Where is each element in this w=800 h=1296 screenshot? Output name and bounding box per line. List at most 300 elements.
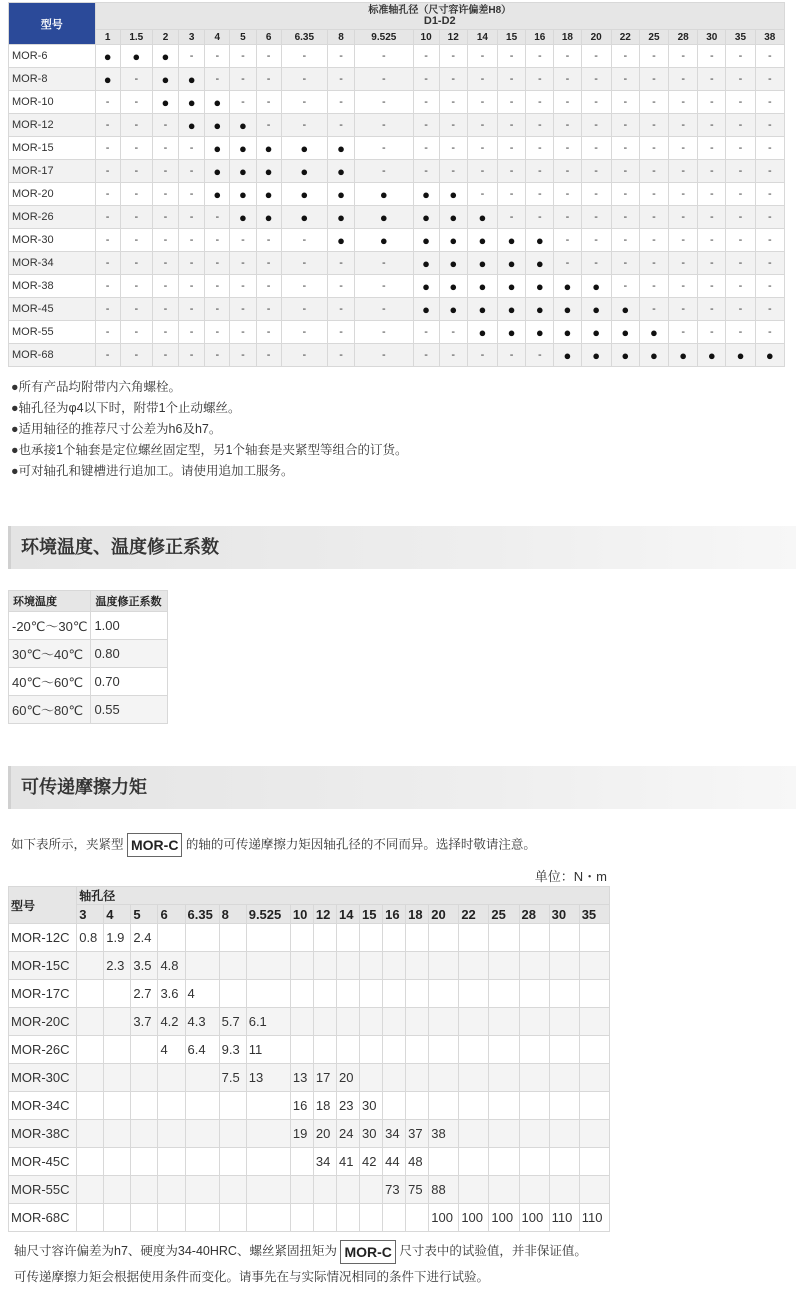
unavailable-dash: - [152,137,178,160]
unavailable-dash: - [726,206,755,229]
unavailable-dash: - [639,229,668,252]
bore-header-subtitle: D1-D2 [423,15,456,27]
availability-dot: ● [205,160,230,183]
torque-value-cell: 4.8 [158,952,185,980]
unavailable-dash: - [698,45,726,68]
unavailable-dash: - [355,160,413,183]
torque-value-cell [489,1008,519,1036]
unavailable-dash: - [639,114,668,137]
torque-value-cell: 3.7 [131,1008,158,1036]
torque-value-cell [104,980,131,1008]
torque-value-cell: 75 [406,1176,429,1204]
availability-dot: ● [327,137,354,160]
availability-dot: ● [327,183,354,206]
torque-value-cell [519,952,549,980]
unavailable-dash: - [611,160,639,183]
model-cell: MOR-68C [9,1204,77,1232]
torque-value-cell [185,1176,219,1204]
unavailable-dash: - [355,344,413,367]
availability-dot: ● [581,344,611,367]
availability-dot: ● [230,206,256,229]
unavailable-dash: - [669,321,698,344]
unavailable-dash: - [698,91,726,114]
availability-dot: ● [120,45,152,68]
unavailable-dash: - [554,137,581,160]
torque-value-cell [246,1120,290,1148]
torque-value-cell [459,1036,489,1064]
availability-dot: ● [413,298,439,321]
torque-value-cell: 16 [290,1092,313,1120]
torque-value-cell [360,1176,383,1204]
torque-value-cell [290,980,313,1008]
torque-value-cell [383,980,406,1008]
table-row [9,640,168,668]
table-row [9,45,785,68]
torque-value-cell [77,1176,104,1204]
model-cell: MOR-15C [9,952,77,980]
torque-value-cell [104,1148,131,1176]
model-cell: MOR-15 [9,137,96,160]
unavailable-dash: - [152,321,178,344]
note-item: ●可对轴孔和键槽进行追加工。请使用追加工服务。 [11,464,294,478]
torque-value-cell [519,1092,549,1120]
torque-size-header: 4 [104,905,131,924]
availability-dot: ● [611,321,639,344]
torque-value-cell [185,924,219,952]
availability-dot: ● [554,321,581,344]
unavailable-dash: - [179,321,205,344]
availability-dot: ● [413,275,439,298]
torque-value-cell [104,1176,131,1204]
unavailable-dash: - [120,206,152,229]
unavailable-dash: - [256,45,281,68]
unavailable-dash: - [256,91,281,114]
torque-value-cell [406,1092,429,1120]
unavailable-dash: - [581,252,611,275]
torque-value-cell [549,952,579,980]
intro-text-after: 的轴的可传递摩擦力矩因轴孔径的不同而异。选择时敬请注意。 [185,837,536,852]
unavailable-dash: - [639,298,668,321]
availability-dot: ● [698,344,726,367]
unavailable-dash: - [726,275,755,298]
unavailable-dash: - [526,68,554,91]
unavailable-dash: - [639,206,668,229]
unavailable-dash: - [413,160,439,183]
table-row [9,298,785,321]
torque-value-cell [219,1176,246,1204]
unavailable-dash: - [281,68,327,91]
torque-value-cell [246,1204,290,1232]
unavailable-dash: - [120,275,152,298]
availability-dot: ● [467,229,497,252]
torque-value-cell [406,1064,429,1092]
unavailable-dash: - [439,45,467,68]
table-row [9,1036,610,1064]
torque-value-cell [579,1148,609,1176]
unavailable-dash: - [554,45,581,68]
unavailable-dash: - [413,137,439,160]
unavailable-dash: - [467,114,497,137]
torque-value-cell [158,1204,185,1232]
torque-value-cell [77,1148,104,1176]
unavailable-dash: - [256,298,281,321]
torque-value-cell [519,1120,549,1148]
unavailable-dash: - [669,206,698,229]
torque-value-cell [313,1176,336,1204]
bore-notes [11,377,407,482]
torque-value-cell: 4.2 [158,1008,185,1036]
unavailable-dash: - [281,45,327,68]
availability-dot: ● [581,275,611,298]
availability-dot: ● [355,183,413,206]
unavailable-dash: - [554,206,581,229]
unavailable-dash: - [281,298,327,321]
unavailable-dash: - [327,321,354,344]
torque-value-cell [185,1204,219,1232]
unavailable-dash: - [281,114,327,137]
torque-value-cell [519,1008,549,1036]
model-column-header: 型号 [9,3,96,45]
availability-dot: ● [439,183,467,206]
torque-value-cell: 38 [429,1120,459,1148]
unavailable-dash: - [467,91,497,114]
bore-header-title: 标准轴孔径（尺寸容许偏差H8） [368,5,512,16]
availability-dot: ● [256,137,281,160]
unavailable-dash: - [179,183,205,206]
unavailable-dash: - [467,160,497,183]
torque-value-cell [336,1176,359,1204]
bore-size-header: 18 [554,30,581,45]
unavailable-dash: - [526,137,554,160]
table-row [9,1008,610,1036]
torque-value-cell: 100 [519,1204,549,1232]
unavailable-dash: - [327,68,354,91]
model-cell: MOR-45 [9,298,96,321]
unavailable-dash: - [726,68,755,91]
note-item: ●轴孔径为φ4以下时，附带1个止动螺丝。 [11,401,241,415]
temperature-cell: -20℃～30℃ [9,612,91,640]
availability-dot: ● [152,68,178,91]
torque-value-cell [549,1064,579,1092]
torque-value-cell: 13 [246,1064,290,1092]
unavailable-dash: - [526,114,554,137]
availability-dot: ● [498,229,526,252]
availability-dot: ● [467,252,497,275]
model-cell: MOR-20C [9,1008,77,1036]
unavailable-dash: - [120,321,152,344]
torque-value-cell [579,1008,609,1036]
availability-dot: ● [498,298,526,321]
unavailable-dash: - [669,114,698,137]
bore-size-header: 14 [467,30,497,45]
model-cell: MOR-17C [9,980,77,1008]
availability-dot: ● [413,206,439,229]
unavailable-dash: - [120,68,152,91]
torque-value-cell [549,1008,579,1036]
torque-value-cell [131,1036,158,1064]
bore-size-header: 8 [327,30,354,45]
unavailable-dash: - [281,252,327,275]
unavailable-dash: - [698,114,726,137]
unavailable-dash: - [498,344,526,367]
unavailable-dash: - [95,275,120,298]
unavailable-dash: - [639,252,668,275]
torque-size-header: 10 [290,905,313,924]
torque-value-cell [383,1092,406,1120]
torque-value-cell [158,1064,185,1092]
torque-value-cell [131,1092,158,1120]
torque-value-cell: 9.3 [219,1036,246,1064]
unavailable-dash: - [439,68,467,91]
availability-dot: ● [95,68,120,91]
torque-value-cell [336,924,359,952]
unavailable-dash: - [639,160,668,183]
torque-value-cell: 100 [429,1204,459,1232]
unavailable-dash: - [581,45,611,68]
note1-text-before: 轴尺寸容许偏差为h7、硬度为34-40HRC、螺丝紧固扭矩为 [14,1244,337,1258]
torque-value-cell [158,1092,185,1120]
unavailable-dash: - [698,275,726,298]
torque-value-cell [360,1064,383,1092]
unavailable-dash: - [230,321,256,344]
unavailable-dash: - [498,183,526,206]
unavailable-dash: - [152,344,178,367]
torque-value-cell [246,952,290,980]
unavailable-dash: - [355,137,413,160]
table-row [9,68,785,91]
unavailable-dash: - [95,206,120,229]
unavailable-dash: - [755,298,784,321]
unavailable-dash: - [413,114,439,137]
torque-value-cell [519,1036,549,1064]
unavailable-dash: - [726,91,755,114]
torque-value-cell: 7.5 [219,1064,246,1092]
torque-value-cell [360,1036,383,1064]
table-row [9,1120,610,1148]
unavailable-dash: - [230,298,256,321]
unavailable-dash: - [179,137,205,160]
torque-value-cell [313,1204,336,1232]
model-cell: MOR-30C [9,1064,77,1092]
availability-dot: ● [230,160,256,183]
bore-table-body [9,45,785,367]
torque-value-cell [131,1148,158,1176]
unavailable-dash: - [581,229,611,252]
torque-value-cell [429,1008,459,1036]
bore-size-header: 1 [95,30,120,45]
torque-value-cell: 6.4 [185,1036,219,1064]
unavailable-dash: - [205,275,230,298]
torque-value-cell [579,924,609,952]
torque-value-cell [459,1120,489,1148]
torque-value-cell [579,952,609,980]
availability-dot: ● [179,68,205,91]
torque-size-header: 9.525 [246,905,290,924]
unavailable-dash: - [581,137,611,160]
torque-value-cell: 2.4 [131,924,158,952]
unavailable-dash: - [281,91,327,114]
unavailable-dash: - [120,183,152,206]
torque-value-cell: 11 [246,1036,290,1064]
unavailable-dash: - [179,252,205,275]
unavailable-dash: - [611,45,639,68]
torque-value-cell: 18 [313,1092,336,1120]
unavailable-dash: - [327,45,354,68]
bore-size-header: 3 [179,30,205,45]
unavailable-dash: - [95,321,120,344]
bore-size-row [9,30,785,45]
unavailable-dash: - [669,298,698,321]
torque-value-cell [489,1148,519,1176]
torque-value-cell [104,1064,131,1092]
torque-value-cell [290,952,313,980]
availability-dot: ● [467,275,497,298]
unavailable-dash: - [327,344,354,367]
unavailable-dash: - [526,206,554,229]
unavailable-dash: - [755,275,784,298]
torque-table [8,886,610,1232]
unavailable-dash: - [281,229,327,252]
torque-value-cell [549,1148,579,1176]
unavailable-dash: - [95,344,120,367]
availability-dot: ● [413,252,439,275]
table-row [9,321,785,344]
table-row [9,252,785,275]
bore-size-header: 20 [581,30,611,45]
torque-value-cell: 110 [549,1204,579,1232]
unavailable-dash: - [95,252,120,275]
availability-dot: ● [526,298,554,321]
table-row [9,612,168,640]
table-row [9,344,785,367]
model-cell: MOR-6 [9,45,96,68]
torque-size-header: 20 [429,905,459,924]
torque-value-cell [489,1092,519,1120]
torque-value-cell: 20 [336,1064,359,1092]
bore-size-header: 4 [205,30,230,45]
unavailable-dash: - [755,114,784,137]
torque-size-header: 30 [549,905,579,924]
torque-value-cell [519,1176,549,1204]
unavailable-dash: - [439,344,467,367]
unavailable-dash: - [554,114,581,137]
unavailable-dash: - [179,229,205,252]
availability-dot: ● [639,321,668,344]
availability-dot: ● [230,183,256,206]
bore-size-header: 38 [755,30,784,45]
torque-value-cell [489,952,519,980]
unavailable-dash: - [179,275,205,298]
unavailable-dash: - [755,91,784,114]
torque-size-header: 15 [360,905,383,924]
torque-value-cell [185,1120,219,1148]
unavailable-dash: - [205,252,230,275]
unavailable-dash: - [698,137,726,160]
availability-dot: ● [413,229,439,252]
temperature-section-header [8,526,796,569]
unavailable-dash: - [726,321,755,344]
unavailable-dash: - [95,91,120,114]
unavailable-dash: - [698,229,726,252]
torque-value-cell [219,980,246,1008]
table-row [9,1148,610,1176]
unavailable-dash: - [355,275,413,298]
unavailable-dash: - [755,137,784,160]
torque-value-cell [489,1120,519,1148]
unavailable-dash: - [639,183,668,206]
torque-bore-header: 轴孔径 [77,887,610,905]
availability-dot: ● [256,160,281,183]
unavailable-dash: - [526,91,554,114]
torque-value-cell [429,1148,459,1176]
unavailable-dash: - [498,91,526,114]
model-cell: MOR-30 [9,229,96,252]
torque-value-cell [406,924,429,952]
unavailable-dash: - [639,68,668,91]
unavailable-dash: - [439,91,467,114]
availability-dot: ● [755,344,784,367]
torque-section-header [8,766,796,809]
unavailable-dash: - [467,45,497,68]
bore-size-header: 25 [639,30,668,45]
unavailable-dash: - [498,137,526,160]
unavailable-dash: - [179,45,205,68]
unavailable-dash: - [205,298,230,321]
unavailable-dash: - [327,275,354,298]
unavailable-dash: - [581,183,611,206]
unavailable-dash: - [698,298,726,321]
unavailable-dash: - [581,91,611,114]
table-row [9,980,610,1008]
unavailable-dash: - [698,321,726,344]
unavailable-dash: - [611,252,639,275]
unavailable-dash: - [639,137,668,160]
unavailable-dash: - [498,45,526,68]
unavailable-dash: - [256,321,281,344]
availability-dot: ● [152,91,178,114]
torque-value-cell [489,980,519,1008]
torque-value-cell: 2.7 [131,980,158,1008]
unavailable-dash: - [581,68,611,91]
table-row [9,275,785,298]
temperature-cell: 60℃～80℃ [9,696,91,724]
unavailable-dash: - [256,275,281,298]
unavailable-dash: - [611,91,639,114]
availability-dot: ● [467,321,497,344]
bore-size-header: 9.525 [355,30,413,45]
torque-value-cell: 48 [406,1148,429,1176]
coefficient-column-header: 温度修正系数 [91,591,168,612]
torque-value-cell [429,1036,459,1064]
model-cell: MOR-12C [9,924,77,952]
unavailable-dash: - [611,183,639,206]
torque-size-header: 3 [77,905,104,924]
unavailable-dash: - [413,344,439,367]
availability-dot: ● [281,206,327,229]
bore-size-header: 16 [526,30,554,45]
unavailable-dash: - [554,160,581,183]
unavailable-dash: - [669,275,698,298]
torque-value-cell [104,1120,131,1148]
unavailable-dash: - [413,45,439,68]
unavailable-dash: - [498,206,526,229]
torque-value-cell [429,1064,459,1092]
model-cell: MOR-34C [9,1092,77,1120]
unavailable-dash: - [205,206,230,229]
torque-value-cell [131,1176,158,1204]
unavailable-dash: - [152,252,178,275]
torque-value-cell [313,952,336,980]
